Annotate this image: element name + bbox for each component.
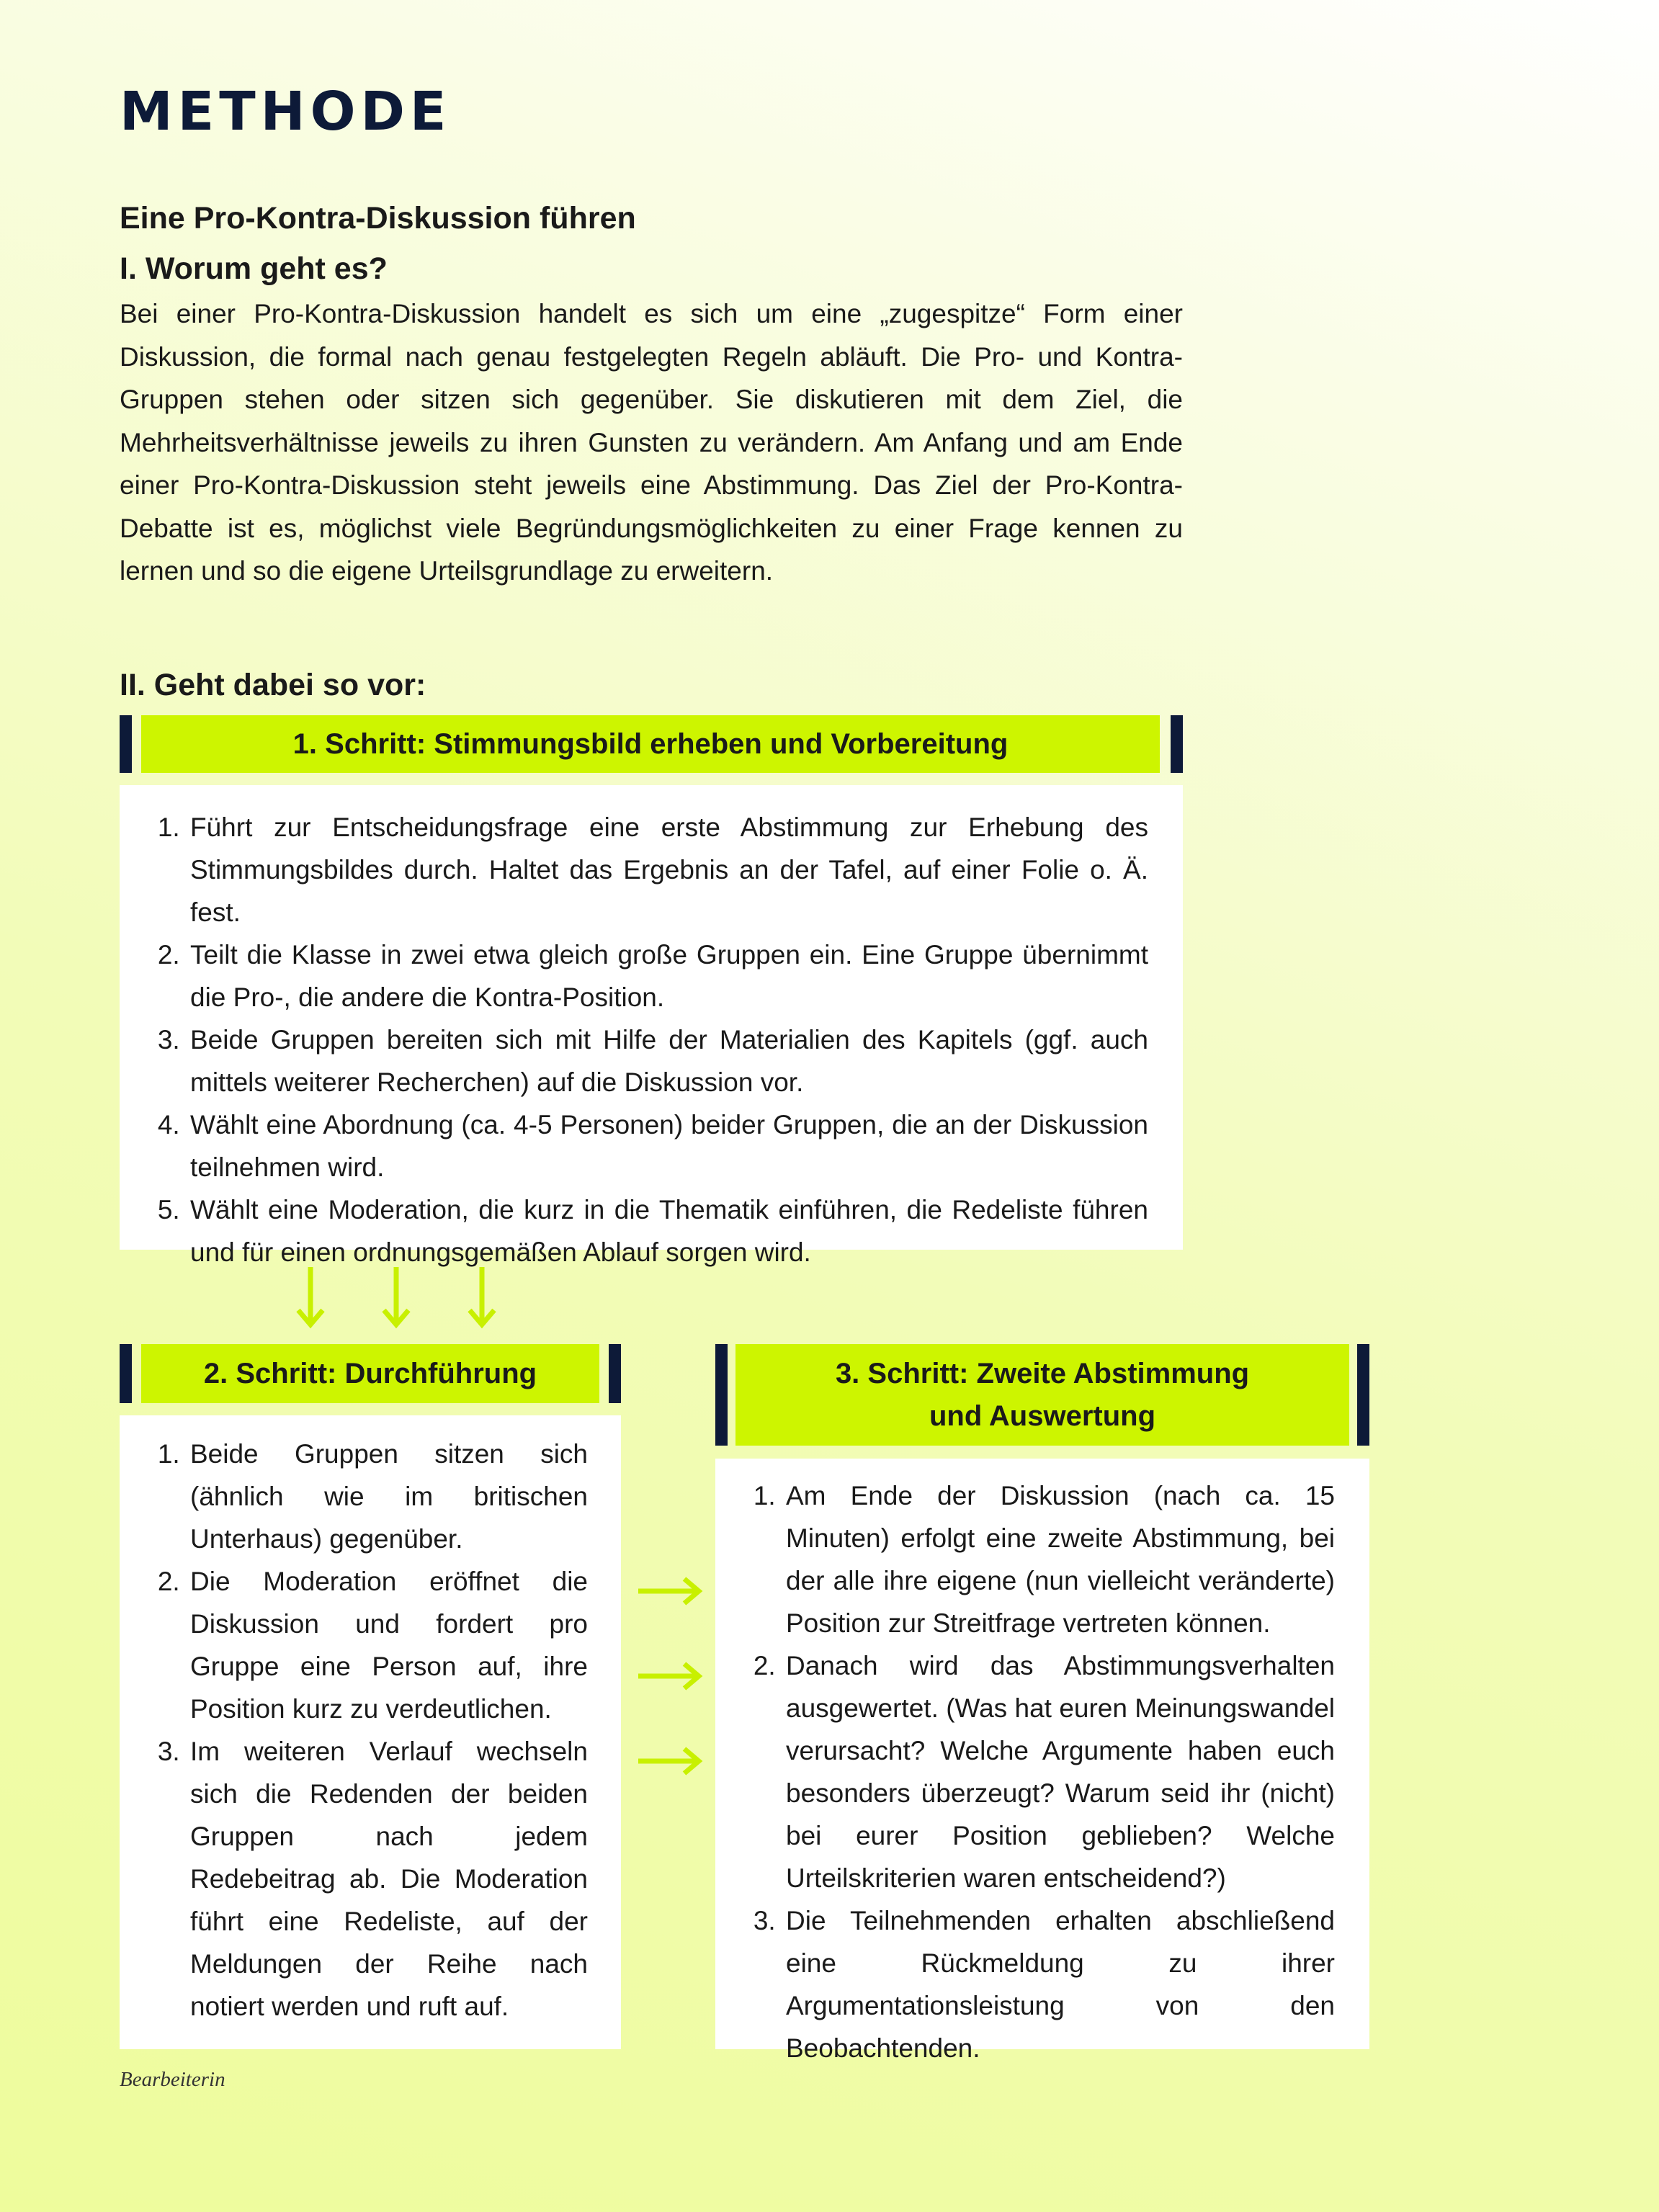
list-item: 4. Wählt eine Abordnung (ca. 4-5 Personen) beider Gruppen, die an der Diskussion teilnehmen wird. — [187, 1103, 1148, 1188]
step3-header-line1: 3. Schritt: Zweite Abstimmung — [835, 1358, 1250, 1389]
list-item: 5. Wählt eine Moderation, die kurz in die Thematik einführen, die Redeliste führen und für einen ordnungsgemäßen Ablauf sorgen wird. — [187, 1188, 1148, 1273]
list-item: 3. Beide Gruppen bereiten sich mit Hilfe der Materialien des Kapitels (ggf. auch mittels weiterer Recherchen) auf die Diskussion vor. — [187, 1018, 1148, 1103]
page-title: Eine Pro-Kontra-Diskussion führen — [120, 201, 636, 236]
arrow-right-icon — [637, 1745, 703, 1778]
list-item: 2. Die Moderation eröffnet die Diskussion und fordert pro Gruppe eine Person auf, ihre Position kurz zu verdeutlichen. — [187, 1560, 588, 1730]
list-item: 1. Am Ende der Diskussion (nach ca. 15 Minuten) erfolgt eine zweite Abstimmung, bei der alle ihre eigene (nun vielleicht veränderte) Position zur Streitfrage vertreten können. — [783, 1474, 1335, 1644]
section-label: METHODE — [120, 81, 452, 143]
list-item: 2. Teilt die Klasse in zwei etwa gleich große Gruppen ein. Eine Gruppe übernimmt die Pro-, die andere die Kontra-Position. — [187, 933, 1148, 1018]
step3-list — [715, 1459, 1369, 2069]
step2-box — [120, 1415, 621, 2049]
arrow-right-icon — [637, 1660, 703, 1693]
step2-left-bar — [120, 1344, 132, 1403]
step3-left-bar — [715, 1344, 728, 1446]
step3-header-line2: und Auswertung — [929, 1400, 1156, 1432]
step2-header: 2. Schritt: Durchführung — [141, 1344, 599, 1403]
list-item: 3. Im weiteren Verlauf wechseln sich die Redenden der beiden Gruppen nach jedem Redebeitrag ab. Die Moderation führt eine Redeliste, auf der Meldungen der Reihe nach notiert werden und ruft auf. — [187, 1730, 588, 2028]
step1-right-bar — [1171, 715, 1183, 773]
intro-paragraph: Bei einer Pro-Kontra-Diskussion handelt es sich um eine „zugespitze“ Form einer Diskussion, die formal nach genau festgelegten Regeln abläuft. Die Pro- und Kontra-Gruppen stehen oder sitzen sich gegenüber. Sie diskutieren mit dem Ziel, die Mehrheitsverhältnisse jeweils zu ihren Gunsten zu verändern. Am Anfang und am Ende einer Pro-Kontra-Diskussion steht jeweils eine Abstimmung. Das Ziel der Pro-Kontra-Debatte ist es, möglichst viele Begründungsmöglichkeiten zu einer Frage kennen zu lernen und so die eigene Urteilsgrundlage zu erweitern. — [120, 299, 1183, 586]
list-item: 3. Die Teilnehmenden erhalten abschließend eine Rückmeldung zu ihrer Argumentationsleistung von den Beobachtenden. — [783, 1899, 1335, 2069]
arrow-right-icon — [637, 1575, 703, 1608]
arrow-down-icon — [292, 1266, 328, 1329]
section-heading-1: I. Worum geht es? — [120, 251, 388, 286]
arrow-down-icon — [378, 1266, 414, 1329]
step1-list — [120, 785, 1183, 1273]
step1-box — [120, 785, 1183, 1267]
list-item: 1. Beide Gruppen sitzen sich (ähnlich wie im britischen Unterhaus) gegenüber. — [187, 1433, 588, 1560]
step1-left-bar — [120, 715, 132, 773]
arrow-down-icon — [464, 1266, 500, 1329]
step3-right-bar — [1357, 1344, 1369, 1446]
step2-list — [120, 1415, 621, 2028]
source-credit: Bearbeiterin — [120, 2068, 225, 2091]
step1-header: 1. Schritt: Stimmungsbild erheben und Vorbereitung — [141, 715, 1160, 773]
step3-header — [735, 1344, 1349, 1446]
list-item: 2. Danach wird das Abstimmungsverhalten ausgewertet. (Was hat euren Meinungswandel verursacht? Welche Argumente haben euch besonders überzeugt? Warum seid ihr (nicht) bei eurer Position geblieben? Welche Urteilskriterien waren entscheidend?) — [783, 1644, 1335, 1899]
step3-box — [715, 1459, 1369, 2063]
step2-right-bar — [609, 1344, 621, 1403]
list-item: 1. Führt zur Entscheidungsfrage eine erste Abstimmung zur Erhebung des Stimmungsbildes durch. Haltet das Ergebnis an der Tafel, auf einer Folie o. Ä. fest. — [187, 806, 1148, 933]
section-heading-2: II. Geht dabei so vor: — [120, 668, 426, 702]
